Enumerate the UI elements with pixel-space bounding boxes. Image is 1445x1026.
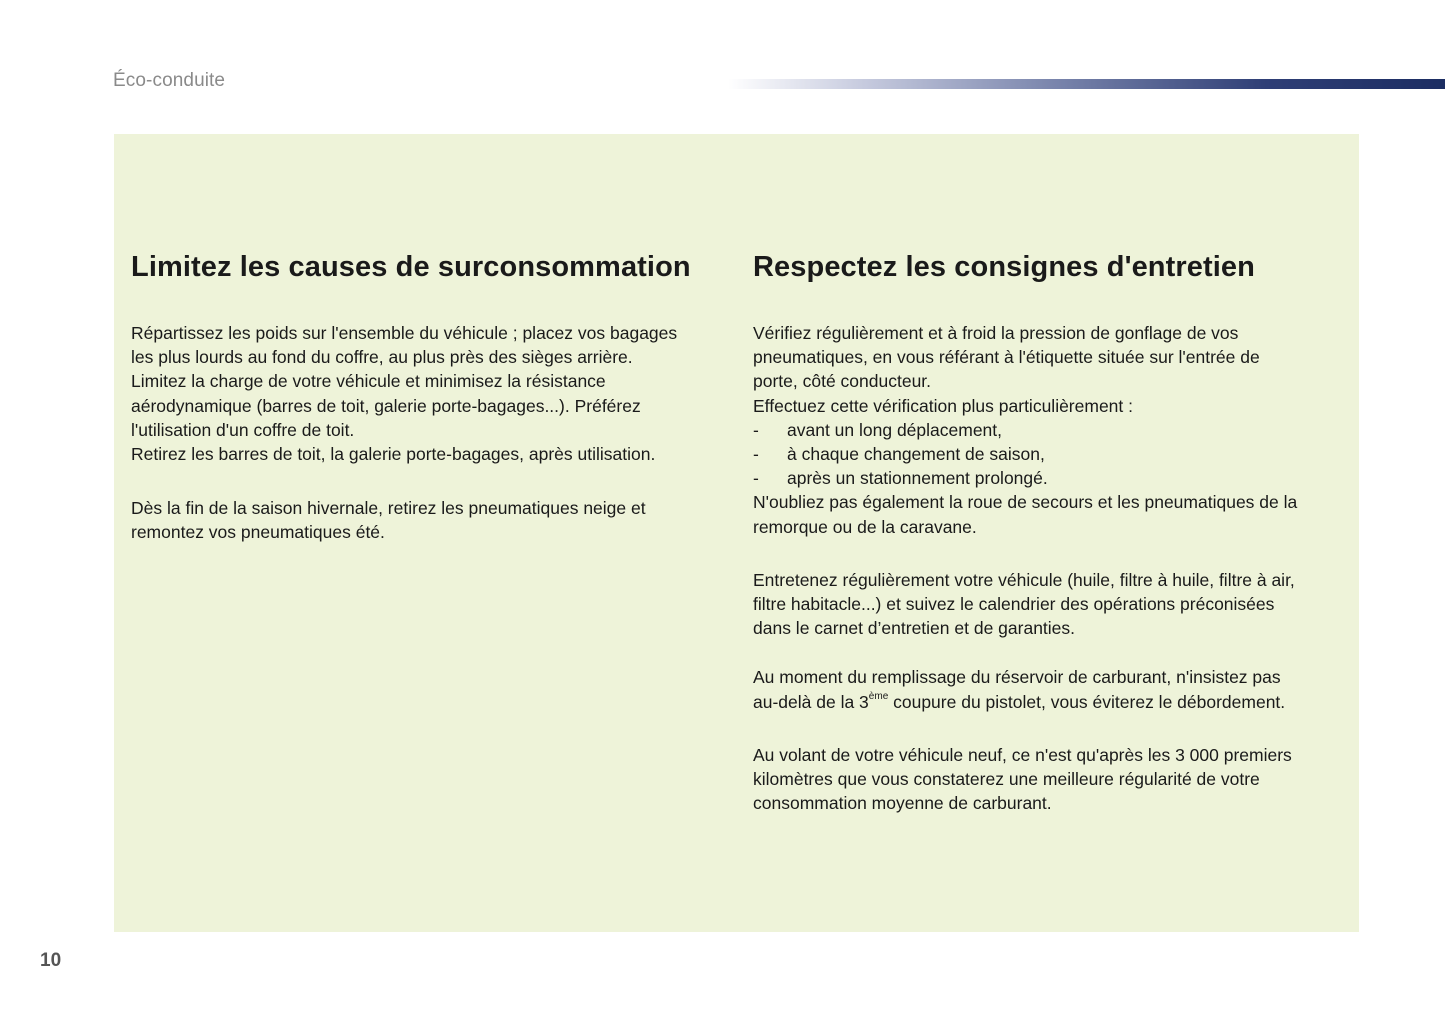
right-line: Vérifiez régulièrement et à froid la pression de gonflage de vos (753, 323, 1239, 343)
page-number: 10 (40, 950, 62, 971)
fuel-text-after: coupure du pistolet, vous éviterez le débordement. (888, 691, 1286, 712)
right-line: Au volant de votre véhicule neuf, ce n'est qu'après les 3 000 premiers (753, 744, 1292, 765)
left-line: Dès la fin de la saison hivernale, retirez les pneumatiques neige et (131, 498, 646, 519)
left-line: Retirez les barres de toit, la galerie porte-bagages, après utilisation. (131, 444, 656, 465)
left-heading: Limitez les causes de surconsommation (131, 251, 691, 283)
left-line: Répartissez les poids sur l'ensemble du véhicule ; placez vos bagages (131, 323, 678, 343)
right-line: dans le carnet d’entretien et de garanties. (753, 618, 1076, 639)
left-line: remontez vos pneumatiques été. (131, 522, 385, 543)
right-text (753, 321, 1343, 815)
right-line: remorque ou de la caravane. (753, 516, 977, 537)
right-line: porte, côté conducteur. (753, 371, 932, 392)
left-line: l'utilisation d'un coffre de toit. (131, 419, 355, 440)
list-item (753, 442, 1343, 466)
left-line: aérodynamique (barres de toit, galerie porte-bagages...). Préférez (131, 395, 641, 416)
header-gradient-bar (728, 79, 1445, 89)
fuel-text-before: au-delà de la 3 (753, 691, 869, 712)
list-item (753, 418, 1343, 442)
list-dash: - (753, 444, 759, 465)
right-line: pneumatiques, en vous référant à l'étiquette située sur l'entrée de (753, 347, 1260, 368)
list-item (753, 466, 1343, 490)
right-line: Effectuez cette vérification plus particulièrement : (753, 395, 1134, 416)
left-line: Limitez la charge de votre véhicule et minimisez la résistance (131, 371, 606, 392)
list-item-text: avant un long déplacement, (787, 419, 1003, 440)
list-item-text: à chaque changement de saison, (787, 444, 1045, 465)
list-item-text: après un stationnement prolongé. (787, 468, 1048, 489)
section-title: Éco-conduite (113, 70, 226, 91)
right-line: consommation moyenne de carburant. (753, 793, 1052, 814)
list-dash: - (753, 468, 759, 489)
right-line: filtre habitacle...) et suivez le calendrier des opérations préconisées (753, 594, 1275, 615)
right-line: Au moment du remplissage du réservoir de carburant, n'insistez pas (753, 667, 1281, 688)
right-heading: Respectez les consignes d'entretien (753, 251, 1255, 283)
left-line: les plus lourds au fond du coffre, au plus près des sièges arrière. (131, 347, 633, 368)
right-line: Entretenez régulièrement votre véhicule (huile, filtre à huile, filtre à air, (753, 569, 1295, 590)
fuel-line-2 (753, 690, 1343, 714)
list-dash: - (753, 419, 759, 440)
right-line: kilomètres que vous constaterez une meilleure régularité de votre (753, 769, 1260, 790)
ordinal-superscript: ème (868, 690, 889, 702)
right-line: N'oubliez pas également la roue de secours et les pneumatiques de la (753, 492, 1298, 513)
left-text (131, 321, 721, 545)
content-panel (114, 134, 1359, 932)
